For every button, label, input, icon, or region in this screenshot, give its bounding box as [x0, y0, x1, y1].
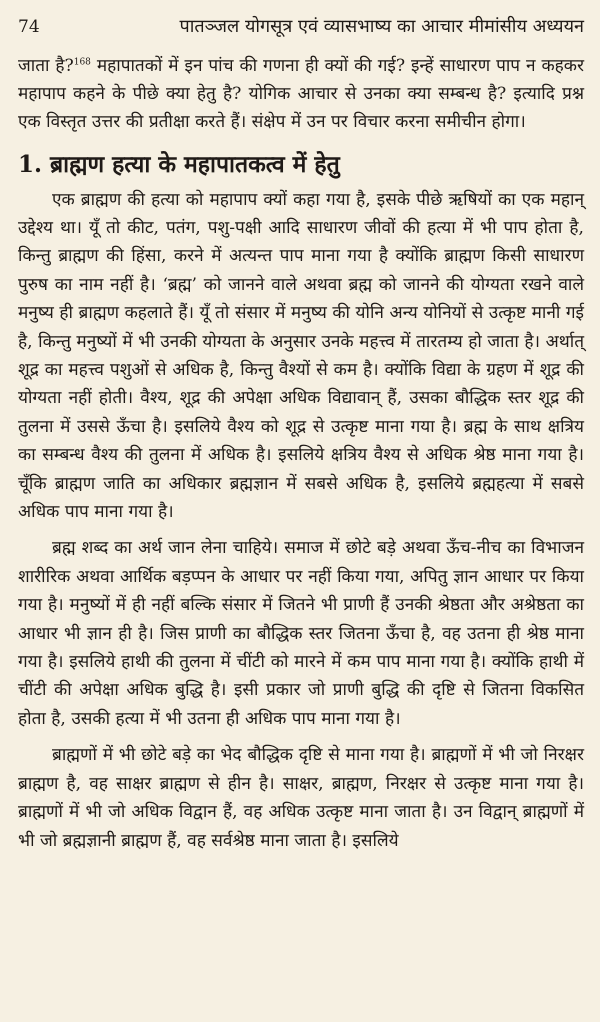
page-header	[18, 16, 584, 38]
body-paragraph-2: ब्रह्म शब्द का अर्थ जान लेना चाहिये। समाज में छोटे बड़े अथवा ऊँच-नीच का विभाजन शारीरिक अथवा आर्थिक बड़प्पन के आधार पर नहीं किया गया, अपितु ज्ञान आधार पर किया गया है। मनुष्यों में ही नहीं बल्कि संसार में जितने भी प्राणी हैं उनकी श्रेष्ठता और अश्रेष्ठता का आधार भी ज्ञान ही है। जिस प्राणी का बौद्धिक स्तर जितना ऊँचा है, वह उतना ही श्रेष्ठ माना गया है। इसलिये हाथी की तुलना में चींटी को मारने में कम पाप माना गया है। क्योंकि हाथी में चींटी की अपेक्षा अधिक बुद्धि है। इसी प्रकार जो प्राणी बुद्धि की दृष्टि से जितना विकसित होता है, उसकी हत्या में भी उतना ही अधिक पाप माना गया है।	[18, 538, 584, 729]
page-number: 74	[18, 17, 40, 37]
body-paragraph-1: एक ब्राह्मण की हत्या को महापाप क्यों कहा गया है, इसके पीछे ऋषियों का एक महान् उद्देश्य था। यूँ तो कीट, पतंग, पशु-पक्षी आदि साधारण जीवों की हत्या में भी पाप होता है, किन्तु ब्राह्मण की हिंसा, करने में अत्यन्त पाप माना गया है क्योंकि ब्राह्मण किसी साधारण पुरुष का नाम नहीं है। ‘ब्रह्म’ को जानने वाले अथवा ब्रह्म को जानने की योग्यता रखने वाले मनुष्य ही ब्राह्मण कहलाते हैं। यूँ तो संसार में मनुष्य की योनि अन्य योनियों से उत्कृष्ट मानी गई है, किन्तु मनुष्यों में भी उनकी योग्यता के अनुसार उनके महत्त्व में तारतम्य हो जाता है। अर्थात् शूद्र का महत्त्व पशुओं से अधिक है, किन्तु वैश्यों से कम है। क्योंकि विद्या के ग्रहण में शूद्र की योग्यता नहीं होती। वैश्य, शूद्र की अपेक्षा अधिक विद्यावान् हैं, उसका बौद्धिक स्तर शूद्र की तुलना में उससे ऊँचा है। इसलिये वैश्य को शूद्र से उत्कृष्ट माना गया है। ब्रह्म के साथ क्षत्रिय का सम्बन्ध वैश्य की तुलना में अधिक है। इसलिये क्षत्रिय वैश्य से अधिक श्रेष्ठ माना गया है। चूँकि ब्राह्मण जाति का अधिकार ब्रह्मज्ञान में सबसे अधिक है, इसलिये ब्रह्महत्या में सबसे अधिक पाप माना गया है।	[18, 189, 584, 523]
paragraph-spacer	[18, 526, 584, 534]
intro-paragraph	[18, 52, 584, 137]
intro-text-end: महापातकों में इन पांच की गणना ही क्यों की गई? इन्हें साधारण पाप न कहकर महापाप कहने के पीछे क्या हेतु है? योगिक आचार से उनका क्या सम्बन्ध है? इत्यादि प्रश्न एक विस्तृत उत्तर की प्रतीक्षा करते हैं। संक्षेप में उन पर विचार करना समीचीन होगा।	[18, 55, 584, 133]
running-title: पातञ्जल योगसूत्र एवं व्यासभाष्य का आचार मीमांसीय अध्ययन	[179, 16, 584, 37]
intro-text-start: जाता है?	[18, 55, 74, 76]
footnote-reference: 168	[73, 56, 91, 67]
body-paragraph-3: ब्राह्मणों में भी छोटे बड़े का भेद बौद्धिक दृष्टि से माना गया है। ब्राह्मणों में भी जो निरक्षर ब्राह्मण है, वह साक्षर ब्राह्मण से हीन है। साक्षर, ब्राह्मण, निरक्षर से उत्कृष्ट माना गया है। ब्राह्मणों में भी जो अधिक विद्वान हैं, वह अधिक उत्कृष्ट माना जाता है। उन विद्वान् ब्राह्मणों में भी जो ब्रह्मज्ञानी ब्राह्मण हैं, वह सर्वश्रेष्ठ माना जाता है। इसलिये	[18, 745, 584, 851]
section-heading: 1. ब्राह्मण हत्या के महापातकत्व में हेतु	[18, 150, 340, 178]
paragraph-spacer	[18, 733, 584, 741]
